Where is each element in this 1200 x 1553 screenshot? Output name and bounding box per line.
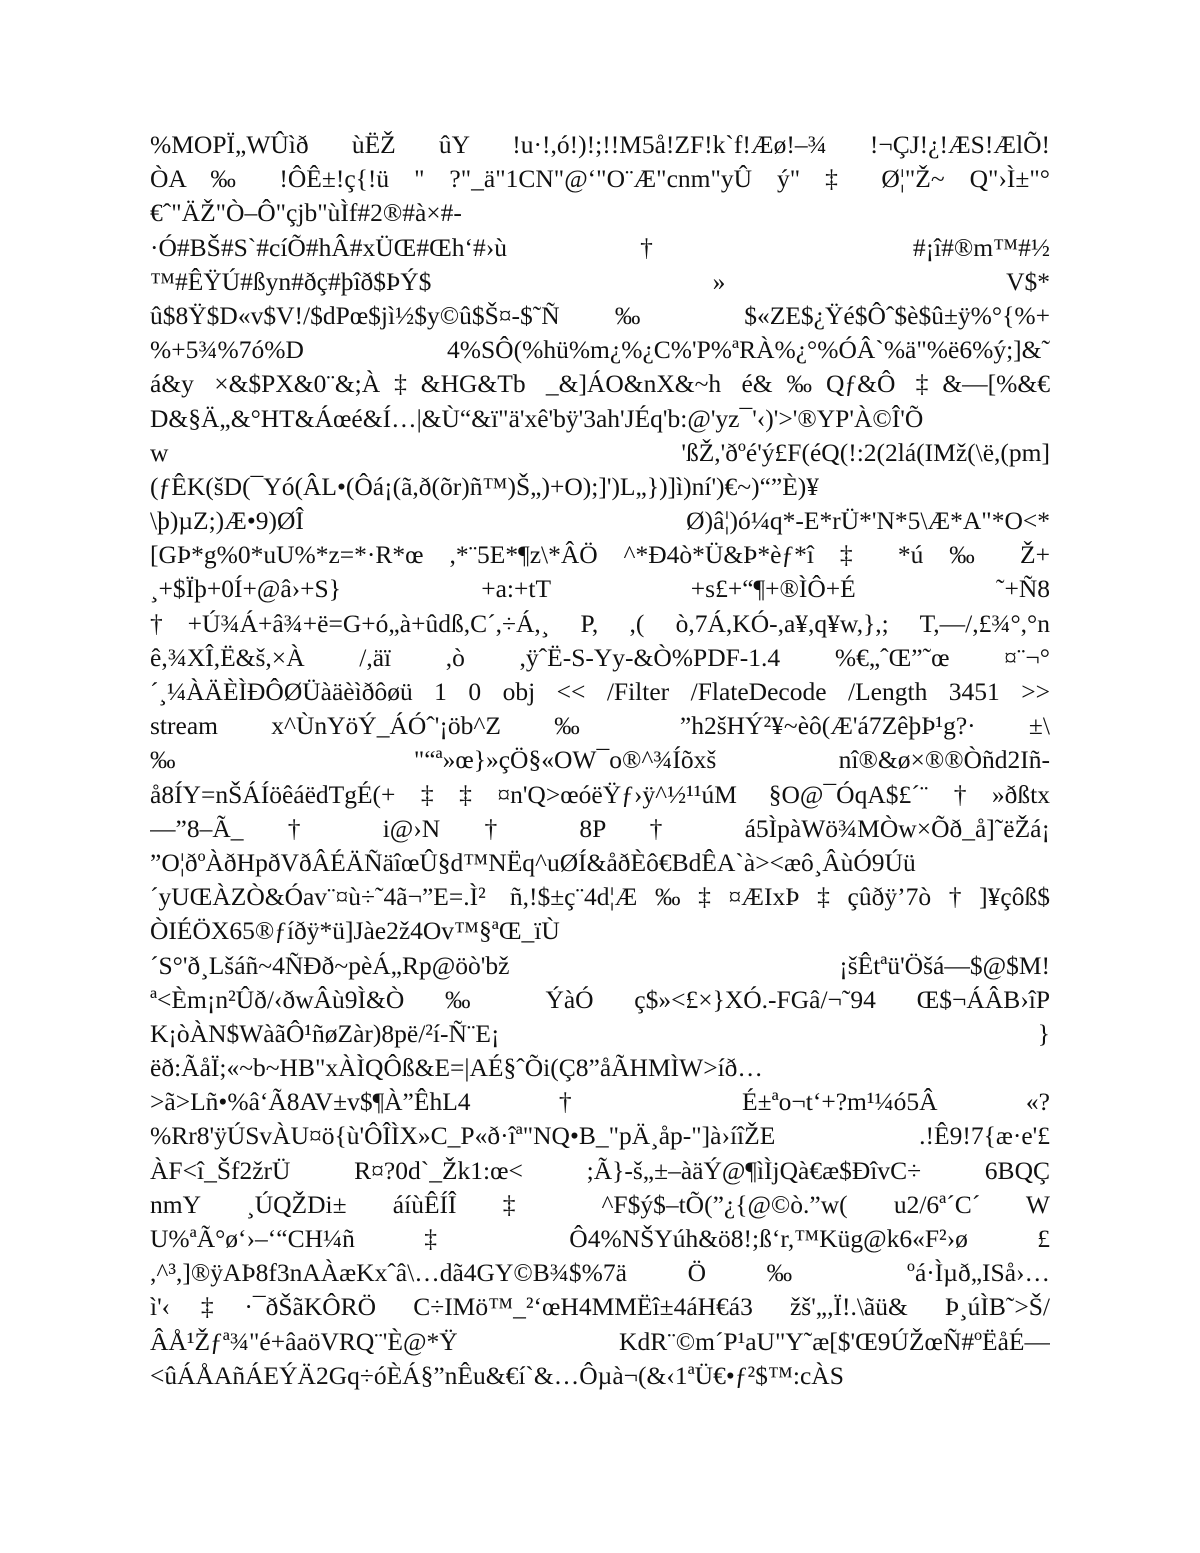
garbled-text-body — [150, 128, 1050, 1393]
text-line: ëð:ÃåÏ;«~b~HB"xÀÌQÔß&E=|AÉ§ˆÕi(Ç8”åÃHMÌW>íð… — [150, 1053, 763, 1083]
text-line: K¡òÀN$WàãÔ¹ñøZàr)8pë/²í-Ñ¨E¡ } — [150, 1018, 1050, 1048]
text-line: †+Ú¾Á+â¾+ë=G+ó„à+ûdß,C´,÷Á,¸ P, ,( ò,7Á,KÓ-,a¥,q¥w,},; T,—/,£¾°,°n — [150, 608, 1050, 638]
text-line: ‰ "“ª»œ}»çÖ§«OW¯o®^¾Íõxš nî®&ø×®®Òñd2Iñ- — [150, 745, 1050, 775]
text-line: ¸+$Ïþ+0Í+@â›+S} +a:+tT +s£+“¶+®ÌÔ+É ˜+Ñ8 — [150, 574, 1050, 604]
text-line: ÒIÉÖX65®ƒíðÿ*ü]Jàe2ž4Ov™§ªŒ_ïÙ — [150, 916, 560, 946]
text-line: <ûÁÅAñÁEÝÄ2Gq÷óÈÁ§”nÊu&€í`&…Ôµà¬(&‹1ªÜ€•ƒ²$™:cÀS — [150, 1360, 844, 1390]
text-line: ÂÅ¹Žƒª¾"é+âaöVRQ¨'È@*Ÿ KdR¨©m´P¹aU"Y˜æ[$'Œ9ÚŽœÑ#ºËåÉ— — [150, 1326, 1050, 1356]
text-line: [GÞ*g%0*uU%*z=*·R*œ ,*¨5E*¶z\*ÂÖ ^*Ð4ò*Ü&Þ*èƒ*î ‡ *ú ‰ Ž+ — [150, 540, 1050, 570]
text-line: (ƒÊK(šD(¯Yó(ÂL•(Ôá¡(ã,ð(õr)ñ™)Š„)+O);]')L„})]ì)ní')€~)“”È)¥ — [150, 471, 820, 501]
text-line: å8ÍY=nŠÁÍöêáëdTgÉ(+‡‡¤n'Q>œóëŸƒ›ÿ^½¹¹úM §O@¯ÓqA$£´¨†»ðßtx — [150, 779, 1050, 809]
text-line: û$8Ÿ$D«v$V!/$dPœ$jì½$y©û$Š¤-$˜Ñ ‰ $«ZE$¿Ÿé$Ôˆ$è$û±ÿ%°{%+ — [150, 300, 1050, 330]
text-line: ,^³,]®ÿAÞ8f3nAÀæKxˆâ\…dã4GY©B¾$%7ä Ö ‰ ºá·Ìµð„ISå›… — [150, 1258, 1050, 1288]
text-line: ÀF<î_Šf2žrÜ R¤?0d`_Žk1:œ< ;Ã}-š„±–àäÝ@¶ìÌjQà€æ$ÐîvC÷ 6BQÇ — [150, 1155, 1050, 1185]
text-line: stream x^ÙnYöÝ_ÁÓˆ'¡öb^Z ‰ ”h2šHÝ²¥~èô(Æ'á7ZêþÞ¹g?· ±\ — [150, 711, 1050, 741]
text-line: €ˆ"ÄŽ"Ò–Ô"çjb"ùÌf#2®#à×#- — [150, 198, 462, 228]
text-line: ê,¾XÎ,Ë&š,×À /,äï ,ò ,ÿˆË-S-Yy-&Ò%PDF-1.4 %€„ˆŒ”˜œ ¤¨¬° — [150, 642, 1050, 672]
text-line: %MOPÏ„WÛìð ùËŽ ûY !u·!,ó!)!;!!M5å!ZF!k`f!Æø!–¾ !¬ÇJ!¿!ÆS!ÆlÕ! — [150, 130, 1050, 159]
text-line: ´¸¼ÀÄÈÌÐÔØÜàäèìðôøü 1 0 obj << /Filter /FlateDecode /Length 3451 >> — [150, 677, 1050, 706]
text-line: \þ)µZ;)Æ•9)ØÎ Ø)â¦)ó¼q*-E*rÜ*'N*5\Æ*A"*O<* — [150, 506, 1050, 536]
text-line: ´S°'ð¸Lšáñ~4ÑÐð~pèÁ„Rp@öò'bž ¡šÊtªü'Öšá—$@$M! — [150, 950, 1050, 980]
text-line: ·Ó#BŠ#S`#cíÕ#hÂ#xÜŒ#Œh‘#›ù † #¡î#®m™#½ — [150, 232, 1050, 262]
text-line: U%ªÃ°ø‘›–‘“CH¼ñ ‡ Ô4%NŠYúh&ö8!;ß‘r,™Küg@k6«F²›ø £ — [150, 1224, 1050, 1253]
text-line: %+5¾%7ó%D 4%SÔ(%hü%m¿%¿C%'P%ªRÀ%¿°%ÓÂ`%ä"%ë6%ý;]&˜ — [150, 335, 1050, 365]
text-line: >ã>Lñ•%â‘Ã8AV±v$¶À”ÊhL4 † É±ªo¬t‘+?m¹¼ó5Â «? — [150, 1087, 1050, 1117]
text-line: ´yUŒÀZÒ&Óav¨¤ù÷˜4ã¬”E=.Ì² ñ,!$±ç¨4d¦Æ‰‡¤ÆIxÞ‡çûðÿ’7ò†]¥çôß$ — [150, 882, 1050, 912]
text-line: ™#ÊŸÚ#ßyn#ðç#þîð$ÞÝ$ » V$* — [150, 266, 1050, 296]
text-line: —”8–Ã_ † i@›N † 8P † á5ÌpàWö¾MÒw×Õð_å]˜ëŽá¡ — [150, 813, 1050, 843]
text-line: %Rr8'ÿÚSvÀU¤ö{ù'ÔÎÌX»C_P«ð·îª"NQ•B_"pÄ¸åp-"]à›íîŽE .!Ê9!7{æ·e'£ — [150, 1121, 1050, 1151]
text-line: nmY ¸ÚQŽDi± áíùÊÍÎ ‡ ^F$ý$–tÕ(”¿{@©ò.”w( u2/6ª´C´ W — [150, 1189, 1050, 1219]
text-line: á&y ×&$PX&0¨&;À‡&HG&Tb _&]ÁO&nX&~h é&‰Qƒ&Ô ‡&—[%&€ — [150, 369, 1050, 399]
text-line: w 'ßŽ,'ðºé'ý£F(éQ(!:2(2lá(IMž(\ë,(pm] — [150, 437, 1050, 467]
text-line: ì'‹‡·¯ðŠãKÔRÖ C÷IMö™_²‘œH4MMËî±4áH€á3 žš'„,Ï!.\ãü& Þ¸úÌB˜>Š/ — [150, 1292, 1050, 1322]
text-line: D&§Ä„&°HT&Áœé&Í…|&Ù“&ï"ä'xê'bÿ'3ah'JÉq'b:@'yz¯'‹)'>'®YP'À©Î'Õ — [150, 403, 924, 433]
text-line: ”O¦ðºÀðHpðVðÂÉÄÑäîœÛ§d™NËq^uØÍ&åðÈô€BdÊA`à><æô¸ÂùÓ9Úü — [150, 847, 916, 877]
text-line: ÒA ‰ !ÔÊ±!ç{!ü " ?"_ä"1CN"@‘"O¨Æ"cnm"yÛ ý" ‡ Ø¦"Ž~ Q"›Ì±"° — [150, 164, 1050, 194]
text-line: ª<Èm¡n²Ûð/‹ðwÂù9Ì&Ò ‰ ÝàÓ ç$»<£×}XÓ.-FGâ/¬˜94 Œ$¬ÁÂB›îP — [150, 984, 1050, 1014]
